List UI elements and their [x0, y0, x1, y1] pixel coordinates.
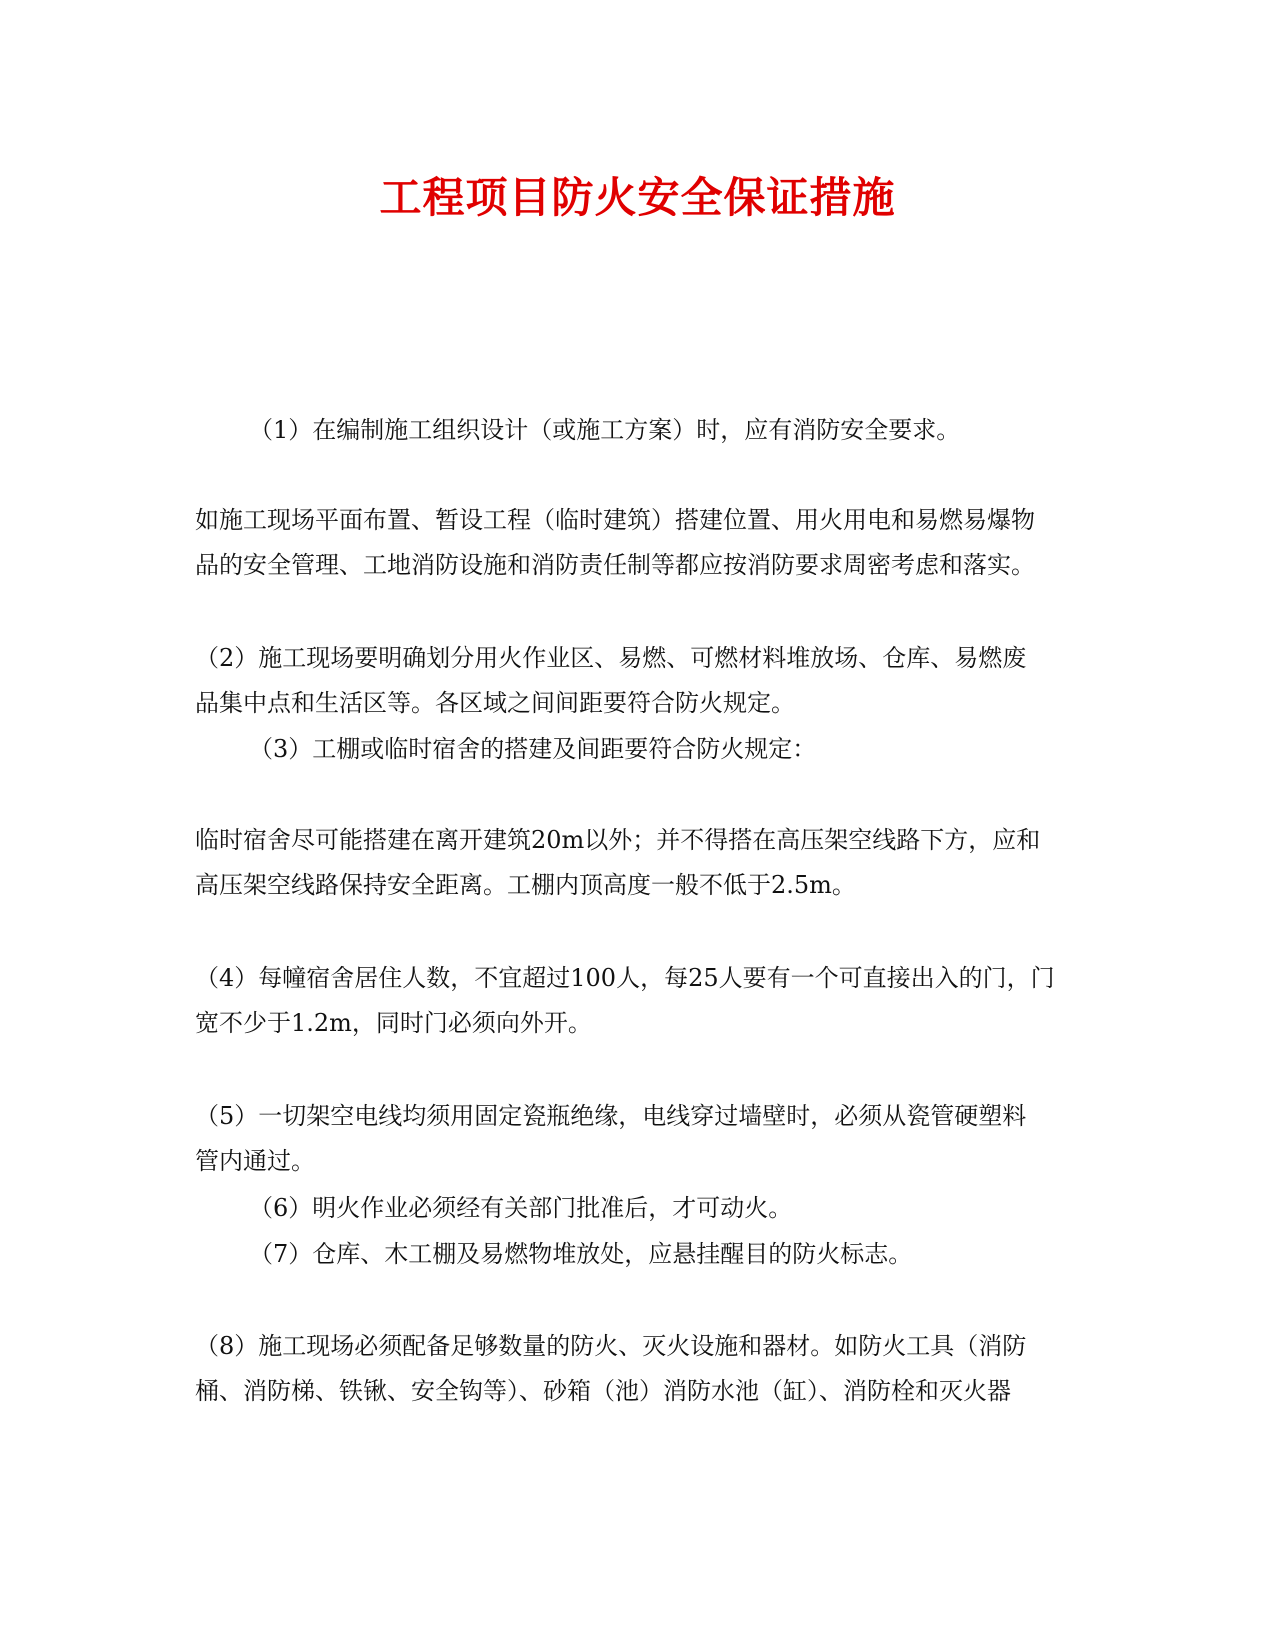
paragraph-line-11: （5）一切架空电线均须用固定瓷瓶绝缘，电线穿过墙壁时，必须从瓷管硬塑料	[195, 1102, 1027, 1130]
paragraph-line-3: 品的安全管理、工地消防设施和消防责任制等都应按消防要求周密考虑和落实。	[195, 551, 1035, 579]
paragraph-line-7: 临时宿舍尽可能搭建在离开建筑20m以外；并不得搭在高压架空线路下方，应和	[195, 826, 1041, 854]
paragraph-line-9: （4）每幢宿舍居住人数，不宜超过100人，每25人要有一个可直接出入的门，门	[195, 964, 1055, 992]
paragraph-line-15: （8）施工现场必须配备足够数量的防火、灭火设施和器材。如防火工具（消防	[195, 1332, 1027, 1360]
paragraph-line-10: 宽不少于1.2m，同时门必须向外开。	[195, 1009, 592, 1037]
paragraph-line-1: （1）在编制施工组织设计（或施工方案）时，应有消防安全要求。	[249, 416, 961, 444]
paragraph-line-6: （3）工棚或临时宿舍的搭建及间距要符合防火规定：	[249, 735, 817, 763]
paragraph-line-16: 桶、消防梯、铁锹、安全钩等）、砂箱（池）消防水池（缸）、消防栓和灭火器	[195, 1377, 1011, 1405]
paragraph-line-5: 品集中点和生活区等。各区域之间间距要符合防火规定。	[195, 689, 795, 717]
paragraph-line-14: （7）仓库、木工棚及易燃物堆放处，应悬挂醒目的防火标志。	[249, 1240, 913, 1268]
document-title: 工程项目防火安全保证措施	[379, 173, 896, 222]
paragraph-line-13: （6）明火作业必须经有关部门批准后，才可动火。	[249, 1194, 793, 1222]
paragraph-line-2: 如施工现场平面布置、暂设工程（临时建筑）搭建位置、用火用电和易燃易爆物	[195, 506, 1035, 534]
paragraph-line-4: （2）施工现场要明确划分用火作业区、易燃、可燃材料堆放场、仓库、易燃废	[195, 644, 1027, 672]
paragraph-line-12: 管内通过。	[195, 1147, 315, 1175]
paragraph-line-8: 高压架空线路保持安全距离。工棚内顶高度一般不低于2.5m。	[195, 871, 856, 899]
